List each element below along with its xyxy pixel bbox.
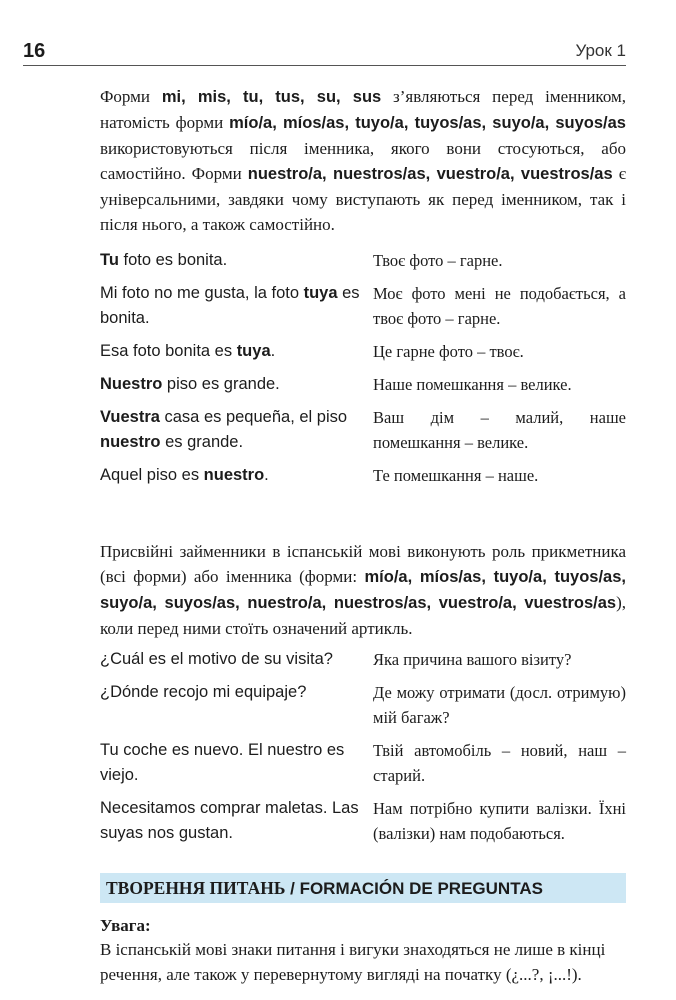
page-content [100,84,626,987]
ukrainian-translation: Де можу отримати (досл. отримую) мій багаж? [373,683,626,727]
article-usage-paragraph [100,539,626,641]
section-heading [100,873,626,903]
section-title-spanish: FORMACIÓN DE PREGUNTAS [299,879,543,898]
example-text: piso es grande. [162,375,280,393]
example-text: es bonita. [100,284,360,327]
spanish-example: ¿Cuál es el motivo de su visita? [100,650,333,668]
paragraph-bold-term: nuestro/a, nuestros/as, vuestro/a, vuestros/as [247,165,613,183]
example-row [100,738,626,788]
spanish-example: Tu coche es nuevo. El nuestro es viejo. [100,741,345,784]
example-row [100,796,626,846]
ukrainian-translation: Це гарне фото – твоє. [373,342,524,361]
bold-term: Tu [100,251,119,269]
example-text: Mi foto no me gusta, la foto [100,284,304,302]
spanish-example [100,281,362,331]
examples-table-2 [100,647,626,846]
section-title-separator: / [285,879,300,898]
paragraph-bold-term: mío/a, míos/as, tuyo/a, tuyos/as, suyo/a, suyos/as [229,114,626,132]
paragraph-bold-term: mi, mis, tu, tus, su, sus [161,88,382,106]
note-title: Увага: [100,916,151,935]
ukrainian-translation: Твій автомобіль – новий, наш – старий. [373,741,626,785]
section-title-ukrainian: ТВОРЕННЯ ПИТАНЬ [106,878,286,898]
examples-table-1 [100,248,626,488]
paragraph-text: з’являються перед іменником, натомість форми [100,87,626,132]
paragraph-text: є універсальними, завдяки чому виступають як перед іменником, так і після нього, а також самостійно. [100,164,627,234]
example-text: . [270,342,276,360]
page-number: 16 [23,40,46,62]
example-row [100,463,626,488]
paragraph-text: використовуються після іменника, якого вони стосуються, або самостійно. Форми [100,139,626,183]
lesson-label: Урок 1 [575,41,626,60]
ukrainian-translation: Наше помешкання – велике. [373,375,572,394]
spanish-example [100,339,362,364]
example-row [100,680,626,730]
spanish-example [100,463,362,488]
paragraph-bold-term: mío/a, míos/as, tuyo/a, tuyos/as, suyo/a, suyos/as, nuestro/a, nuestros/as, vuestro/a, vuestros/as [100,568,626,612]
example-row [100,372,626,397]
spanish-example [100,372,362,397]
example-row [100,248,626,273]
bold-term: tuya [236,342,271,360]
page-header [23,38,626,68]
bold-term: tuya [303,284,338,302]
example-row [100,647,626,672]
example-row [100,339,626,364]
paragraph-text: ), коли перед ними стоїть означений артикль. [100,593,626,638]
example-text: Aquel piso es [100,466,204,484]
example-text: Esa foto bonita es [100,342,237,360]
spanish-example: Necesitamos comprar maletas. Las suyas nos gustan. [100,799,359,842]
example-text: es grande. [160,433,244,451]
example-row [100,281,626,331]
paragraph-text: Присвійні займенники в іспанській мові виконують роль прикметника (всі форми) або іменника (форми: [100,542,626,586]
ukrainian-translation: Моє фото мені не подобається, а твоє фото – гарне. [373,284,626,328]
ukrainian-translation: Ваш дім – малий, наше помешкання – велике. [373,408,626,452]
example-text: foto es bonita. [118,251,228,269]
bold-term: nuestro [203,466,265,484]
ukrainian-translation: Твоє фото – гарне. [373,251,503,270]
possessives-paragraph [100,84,626,237]
example-text: casa es pequeña, el piso [159,408,348,426]
example-text: . [264,466,269,484]
example-row [100,405,626,455]
note-text: В іспанській мові знаки питання і вигуки знаходяться не лише в кінці речення, але також у перевернутому вигляді на початку (¿...?, ¡...!). [100,940,606,984]
bold-term: Nuestro [100,375,163,393]
spanish-example: ¿Dónde recojo mi equipaje? [100,683,307,701]
bold-term: Vuestra [100,408,160,426]
header-divider [23,65,626,66]
bold-term: nuestro [100,433,161,451]
ukrainian-translation: Яка причина вашого візиту? [373,650,572,669]
paragraph-text: Форми [100,87,162,106]
ukrainian-translation: Те помешкання – наше. [373,466,539,485]
ukrainian-translation: Нам потрібно купити валізки. Їхні (валізки) нам подобаються. [373,799,626,843]
spanish-example [100,405,362,455]
spanish-example [100,248,362,273]
